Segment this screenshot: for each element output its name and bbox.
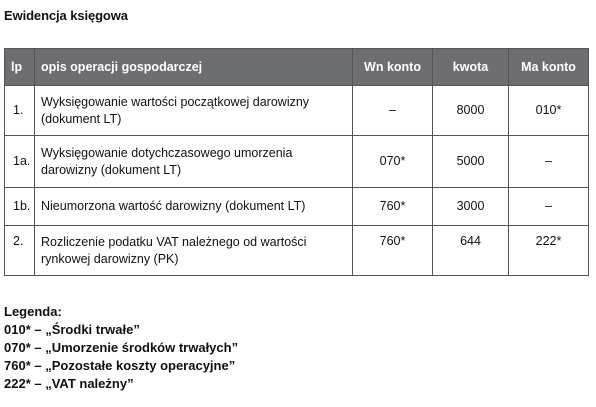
row-credit-account: 010*	[509, 86, 589, 136]
row-debit-account: –	[353, 86, 433, 136]
row-description: Wyksięgowanie wartości początkowej darowizny (dokument LT)	[35, 86, 353, 136]
legend-item: 010* – „Środki trwałe”	[4, 322, 140, 337]
row-debit-account: 070*	[353, 136, 433, 188]
table-row	[5, 136, 589, 188]
table-header-row	[5, 49, 589, 86]
ledger-table	[4, 48, 589, 276]
legend-item: 760* – „Pozostałe koszty operacyjne”	[4, 358, 236, 373]
legend-heading: Legenda:	[4, 304, 62, 319]
legend-item: 222* – „VAT należny”	[4, 376, 134, 391]
row-amount: 8000	[433, 86, 509, 136]
header-credit-account: Ma konto	[509, 49, 589, 86]
header-debit-account: Wn konto	[353, 49, 433, 86]
row-amount: 3000	[433, 188, 509, 226]
table-row	[5, 188, 589, 226]
legend-item: 070* – „Umorzenie środków trwałych”	[4, 340, 239, 355]
header-lp: lp	[5, 49, 35, 86]
table-row	[5, 226, 589, 276]
legend	[4, 303, 238, 393]
row-description: Rozliczenie podatku VAT należnego od wartości rynkowej darowizny (PK)	[35, 226, 353, 276]
row-lp: 1b.	[5, 188, 35, 226]
row-lp: 2.	[5, 226, 35, 276]
row-debit-account: 760*	[353, 226, 433, 276]
row-description: Wyksięgowanie dotychczasowego umorzenia darowizny (dokument LT)	[35, 136, 353, 188]
row-description: Nieumorzona wartość darowizny (dokument LT)	[35, 188, 353, 226]
row-credit-account: 222*	[509, 226, 589, 276]
header-description: opis operacji gospodarczej	[35, 49, 353, 86]
row-credit-account: –	[509, 188, 589, 226]
row-debit-account: 760*	[353, 188, 433, 226]
table-row	[5, 86, 589, 136]
row-lp: 1a.	[5, 136, 35, 188]
row-credit-account: –	[509, 136, 589, 188]
section-title: Ewidencja księgowa	[4, 8, 128, 23]
header-amount: kwota	[433, 49, 509, 86]
row-amount: 644	[433, 226, 509, 276]
row-lp: 1.	[5, 86, 35, 136]
row-amount: 5000	[433, 136, 509, 188]
